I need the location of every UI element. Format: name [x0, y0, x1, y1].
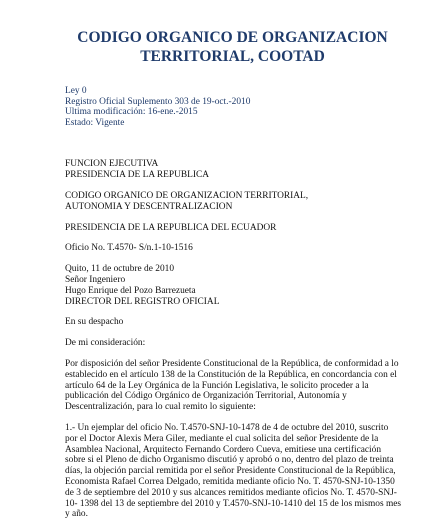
paragraph-line: establecido en el artículo 138 de la Constitución de la República, en concordancia con el [65, 369, 397, 380]
header-line: PRESIDENCIA DE LA REPUBLICA [65, 170, 210, 181]
salutation: De mi consideración: [65, 338, 146, 349]
paragraph-line: Descentralización, para lo cual remito lo siguiente: [65, 402, 256, 413]
paragraph-line: y año. [65, 509, 88, 520]
oficio-number: Oficio No. T.4570- S/n.1-10-1516 [65, 243, 193, 254]
paragraph-line: Economista Rafael Correa Delgado, remitida mediante oficio No. T. 4570-SNJ-10-1350 [65, 476, 395, 487]
paragraph-2 [65, 423, 400, 520]
document-metadata [65, 86, 400, 128]
paragraph-line: Asamblea Nacional, Arquitecto Fernando Cordero Cueva, emitiese una certificación [65, 444, 382, 455]
paragraph-line: por el Doctor Alexis Mera Giler, mediante el cual solicita del señor Presidente de la [65, 433, 379, 444]
header-line: FUNCION EJECUTIVA [65, 159, 159, 170]
title-line-1: CODIGO ORGANICO DE ORGANIZACION [77, 29, 388, 46]
estado: Estado: Vigente [65, 117, 125, 128]
paragraph-line: sobre si el Pleno de dicho Organismo discutió y aprobó o no, dentro del plazo de treinta [65, 455, 394, 466]
paragraph-1 [65, 359, 400, 413]
document-title [51, 0, 414, 66]
paragraph-line: 1.- Un ejemplar del oficio No. T.4570-SNJ-10-1478 de 4 de octubre del 2010, suscrito [65, 422, 389, 433]
paragraph-line: de 3 de septiembre del 2010 y sus alcances remitidos mediante oficios No. T. 4570-SNJ- [65, 487, 397, 498]
presidencia-line: PRESIDENCIA DE LA REPUBLICA DEL ECUADOR [65, 222, 277, 233]
ultima-modificacion: Ultima modificación: 16-ene.-2015 [65, 107, 198, 118]
code-line: AUTONOMIA Y DESCENTRALIZACION [65, 201, 233, 212]
header-block [65, 159, 400, 181]
paragraph-line: 10- 1398 del 13 de septiembre del 2010 y T.4570-SNJ-10-1410 del 15 de los mismos mes [65, 498, 402, 509]
despacho-line: En su despacho [65, 317, 124, 328]
code-line: CODIGO ORGANICO DE ORGANIZACION TERRITORIAL, [65, 190, 309, 201]
code-block [65, 191, 400, 213]
paragraph-line: Por disposición del señor Presidente Constitucional de la República, de conformidad a lo [65, 358, 399, 369]
address-line: DIRECTOR DEL REGISTRO OFICIAL [65, 296, 220, 307]
document-body [65, 128, 400, 520]
address-line: Señor Ingeniero [65, 274, 126, 285]
title-line-2: TERRITORIAL, COOTAD [140, 48, 325, 65]
address-line: Quito, 11 de octubre de 2010 [65, 264, 175, 275]
paragraph-line: publicación del Código Orgánico de Organización Territorial, Autonomía y [65, 391, 347, 402]
paragraph-line: días, la objeción parcial remitida por el señor Presidente Constitucional de la República, [65, 466, 396, 477]
address-line: Hugo Enrique del Pozo Barrezueta [65, 285, 196, 296]
address-block [65, 264, 400, 307]
paragraph-line: artículo 64 de la Ley Orgánica de la Función Legislativa, le solicito proceder a la [65, 380, 369, 391]
registro-oficial: Registro Oficial Suplemento 303 de 19-oct.-2010 [65, 96, 251, 107]
ley-label: Ley 0 [65, 86, 87, 96]
